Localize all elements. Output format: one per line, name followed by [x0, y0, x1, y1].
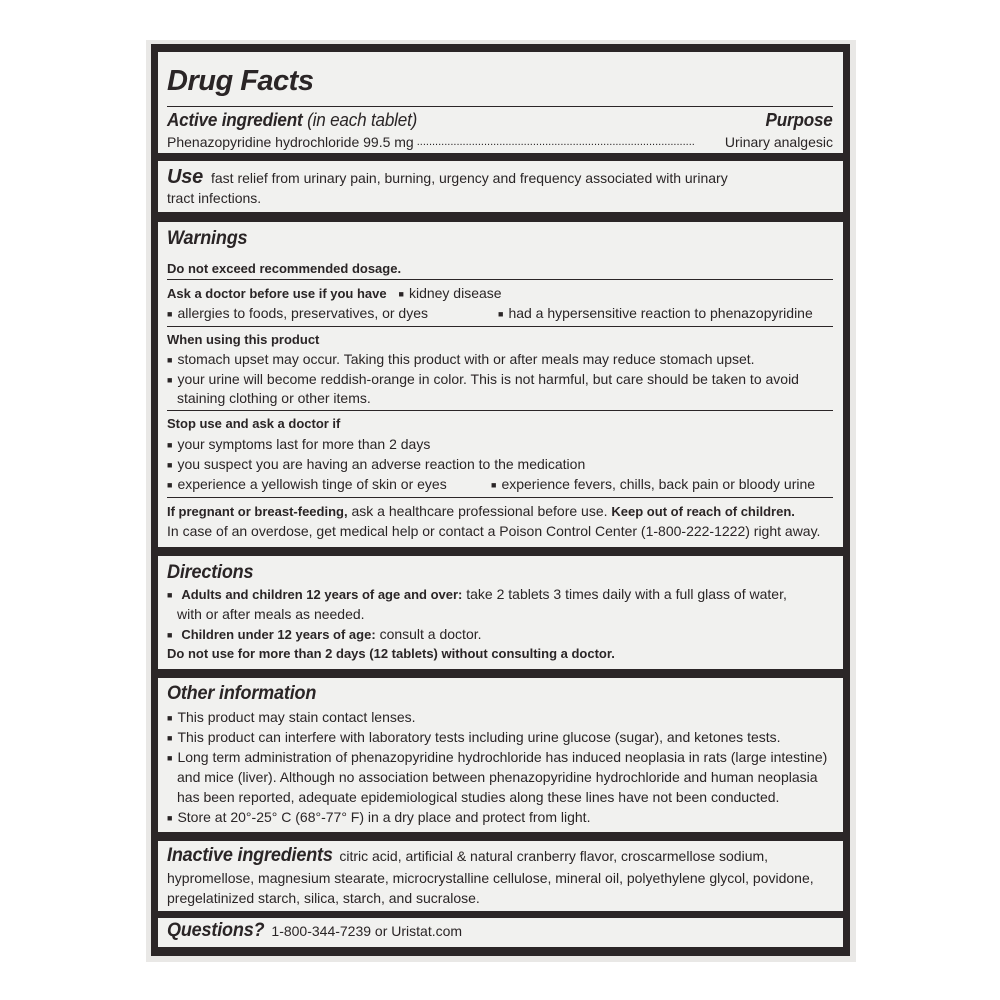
use-section	[158, 161, 843, 212]
drug-facts-panel	[151, 44, 850, 956]
pregnant-text: ask a healthcare professional before use.	[351, 503, 608, 519]
other-item-contact-lenses: ■ This product may stain contact lenses.	[167, 707, 416, 729]
keep-out-reach: Keep out of reach of children.	[611, 504, 795, 519]
directions-section	[158, 556, 843, 669]
other-information-heading: Other information	[167, 683, 317, 704]
directions-heading: Directions	[167, 562, 254, 583]
when-item-urine-line2: staining clothing or other items.	[177, 390, 371, 406]
questions-section	[158, 918, 843, 947]
directions-children-label: Children under 12 years of age:	[181, 627, 376, 642]
leader-dots: ...........................................................................................	[416, 136, 695, 148]
inactive-ingredients-section	[158, 841, 843, 911]
stop-item-adverse: ■ you suspect you are having an adverse reaction to the medication	[167, 454, 585, 476]
stop-item-yellowish: ■ experience a yellowish tinge of skin or eyes	[167, 474, 447, 496]
active-ingredient-name: Phenazopyridine hydrochloride 99.5 mg	[167, 134, 414, 150]
ask-item-allergies: ■ allergies to foods, preservatives, or dyes	[167, 303, 428, 325]
use-text-line2: tract infections.	[167, 190, 262, 206]
inactive-ingredients-line1: citric acid, artificial & natural cranberry flavor, croscarmellose sodium,	[339, 848, 769, 864]
inactive-ingredients-line3: pregelatinized starch, silica, starch, and sucralose.	[167, 890, 480, 906]
directions-adults-label: Adults and children 12 years of age and over:	[181, 587, 463, 602]
purpose-value: Urinary analgesic	[724, 134, 833, 150]
pregnant-label: If pregnant or breast-feeding,	[167, 504, 348, 519]
stop-item-fevers: ■ experience fevers, chills, back pain or bloody urine	[491, 474, 815, 496]
warnings-heading: Warnings	[167, 228, 248, 249]
inactive-ingredients-heading: Inactive ingredients	[167, 845, 333, 866]
directions-children-text: consult a doctor.	[379, 626, 482, 642]
active-heading-row	[167, 110, 833, 131]
questions-contact: 1-800-344-7239 or Uristat.com	[271, 923, 463, 939]
directions-adults-text: take 2 tablets 3 times daily with a full glass of water,	[466, 586, 787, 602]
stop-item-symptoms: ■ your symptoms last for more than 2 days	[167, 434, 430, 456]
active-ingredient-section	[158, 52, 843, 153]
warning-dosage: Do not exceed recommended dosage.	[167, 261, 402, 276]
active-ingredient-heading: Active ingredient	[167, 110, 303, 130]
directions-adults-line2: with or after meals as needed.	[177, 606, 365, 622]
purpose-heading: Purpose	[765, 110, 833, 130]
when-using-label: When using this product	[167, 332, 320, 347]
when-item-stomach: ■ stomach upset may occur. Taking this product with or after meals may reduce stomach upset.	[167, 349, 755, 371]
other-information-section	[158, 678, 843, 832]
other-item-neoplasia-line3: has been reported, adequate epidemiological studies along these lines have not been conducted.	[177, 789, 780, 805]
stop-use-label: Stop use and ask a doctor if	[167, 416, 341, 431]
overdose-text: In case of an overdose, get medical help or contact a Poison Control Center (1-800-222-1222) right away.	[167, 523, 821, 539]
drug-facts-title: Drug Facts	[167, 65, 314, 97]
other-item-lab-tests: ■ This product can interfere with laboratory tests including urine glucose (sugar), and ketones tests.	[167, 727, 781, 749]
questions-heading: Questions?	[167, 920, 265, 941]
active-ingredient-row	[167, 132, 833, 152]
directions-do-not-use: Do not use for more than 2 days (12 tablets) without consulting a doctor.	[167, 646, 615, 661]
ask-item-kidney: ■ kidney disease	[399, 285, 502, 301]
use-text-line1: fast relief from urinary pain, burning, urgency and frequency associated with urinary	[210, 170, 728, 186]
inactive-ingredients-line2: hypromellose, magnesium stearate, microcrystalline cellulose, mineral oil, polyethylene glycol, povidone,	[167, 870, 814, 886]
when-item-urine-line1: ■ your urine will become reddish-orange in color. This is not harmful, but care should be taken to avoid	[167, 369, 799, 391]
use-heading: Use	[167, 166, 204, 188]
ask-item-hypersensitive: ■ had a hypersensitive reaction to phenazopyridine	[498, 303, 813, 325]
other-item-neoplasia-line1: ■ Long term administration of phenazopyridine hydrochloride has induced neoplasia in rats (large intestine)	[167, 747, 827, 769]
other-item-storage: ■ Store at 20°-25° C (68°-77° F) in a dry place and protect from light.	[167, 807, 590, 829]
other-item-neoplasia-line2: and mice (liver). Although no association between phenazopyridine hydrochloride and human neoplasia	[177, 769, 818, 785]
ask-doctor-label: Ask a doctor before use if you have	[167, 286, 387, 301]
warnings-section	[158, 222, 843, 547]
active-ingredient-note: (in each tablet)	[307, 110, 418, 130]
